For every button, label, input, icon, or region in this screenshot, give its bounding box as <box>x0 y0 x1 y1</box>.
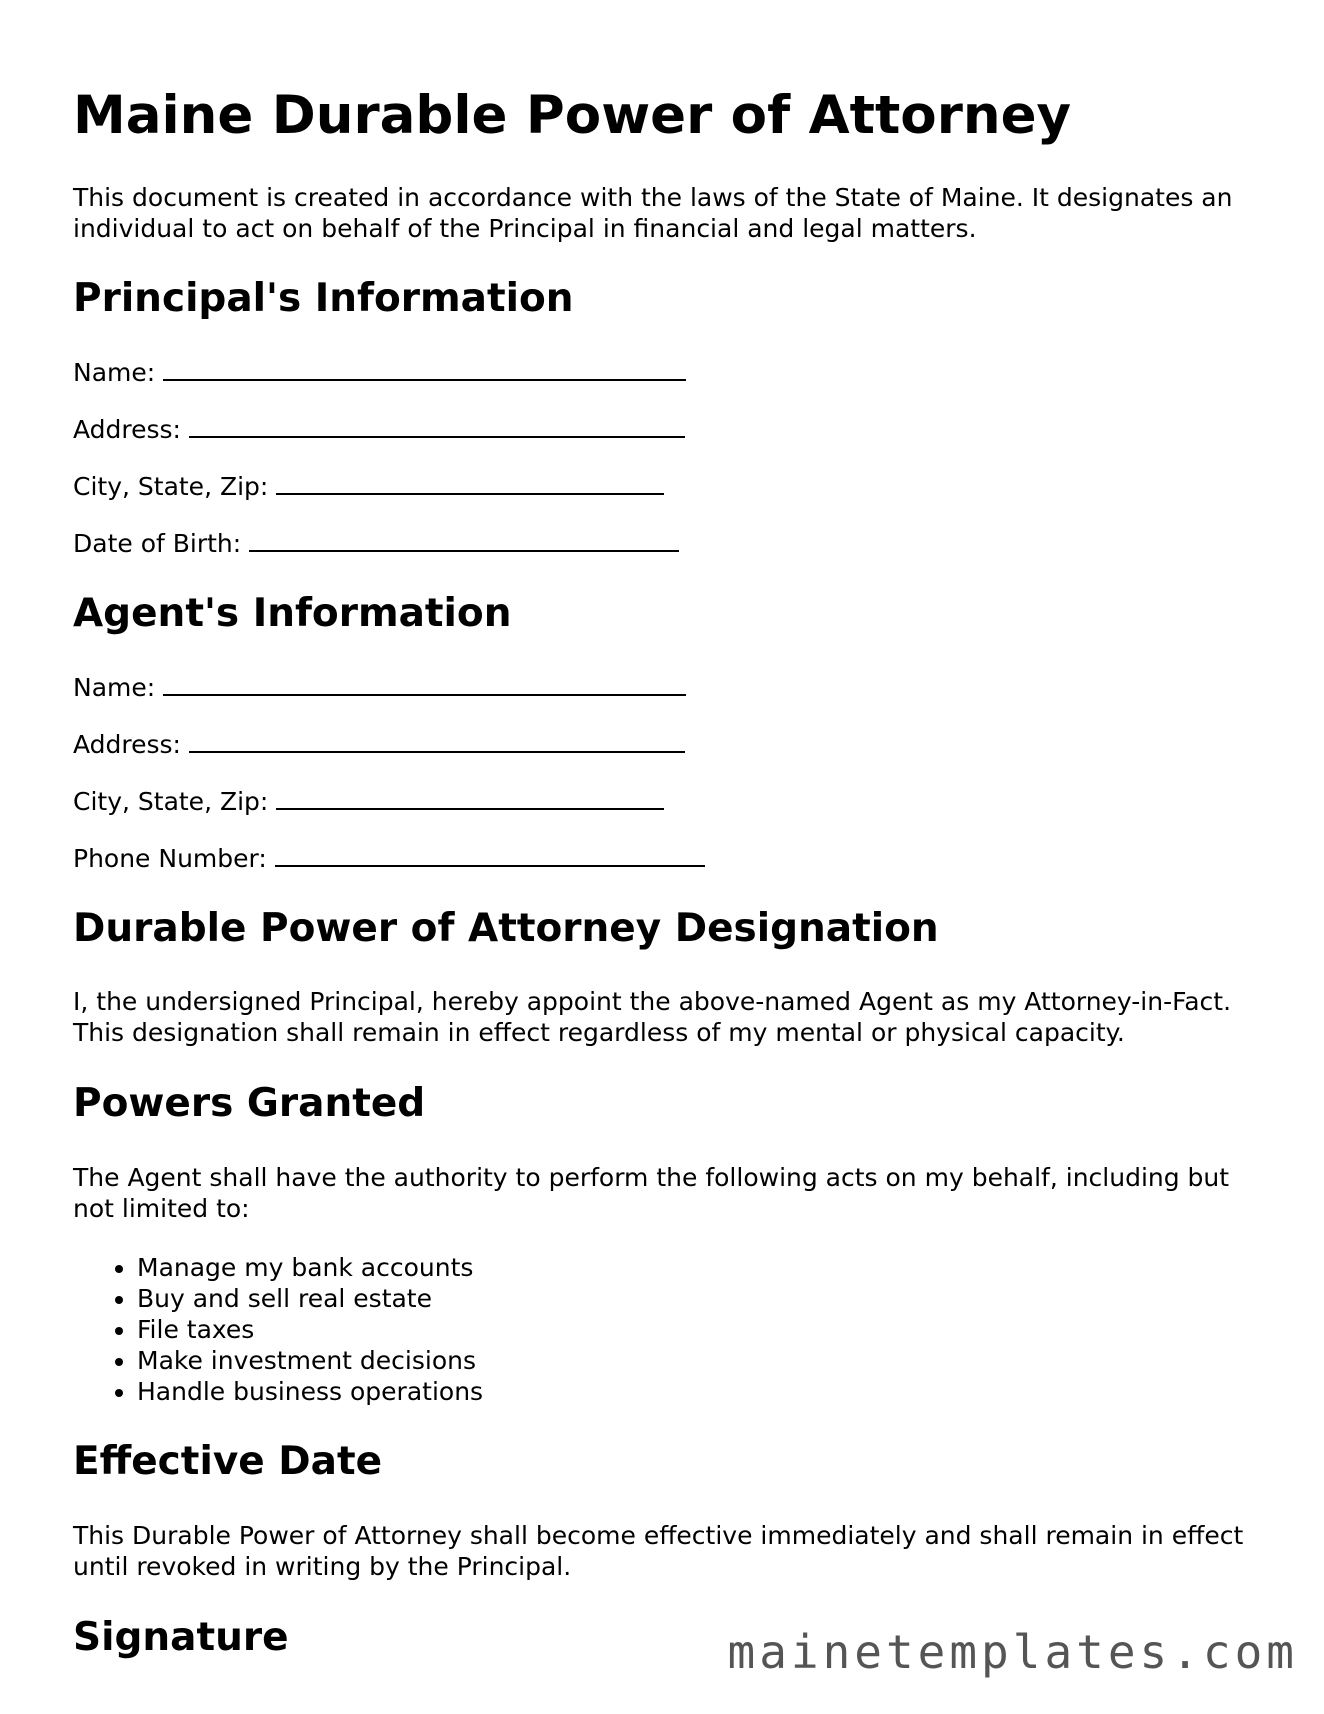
principal-dob-line[interactable] <box>249 528 679 552</box>
agent-name-label: Name: <box>73 672 156 702</box>
powers-list <box>73 1252 1263 1407</box>
agent-name-field[interactable] <box>73 672 1263 703</box>
effective-heading: Effective Date <box>73 1439 383 1485</box>
designation-heading: Durable Power of Attorney Designation <box>73 905 939 951</box>
principal-heading: Principal's Information <box>73 275 574 321</box>
agent-address-label: Address: <box>73 729 181 759</box>
principal-city-field[interactable] <box>73 471 1263 502</box>
principal-city-line[interactable] <box>276 471 664 495</box>
agent-city-line[interactable] <box>276 786 664 810</box>
list-item: • File taxes <box>137 1314 1263 1345</box>
agent-phone-line[interactable] <box>275 843 705 867</box>
principal-dob-field[interactable] <box>73 528 1263 559</box>
agent-address-field[interactable] <box>73 729 1263 760</box>
signature-heading: Signature <box>73 1615 289 1661</box>
intro-paragraph: This document is created in accordance with the laws of the State of Maine. It designates an individual to act on behalf of the Principal in financial and legal matters. <box>73 182 1233 243</box>
effective-paragraph: This Durable Power of Attorney shall become effective immediately and shall remain in effect until revoked in writing by the Principal. <box>73 1521 1244 1582</box>
powers-heading: Powers Granted <box>73 1081 426 1127</box>
agent-name-line[interactable] <box>163 672 686 696</box>
principal-address-field[interactable] <box>73 414 1263 445</box>
document-page <box>73 86 1263 1661</box>
list-item: • Manage my bank accounts <box>137 1252 1263 1283</box>
principal-name-label: Name: <box>73 357 156 387</box>
document-title: Maine Durable Power of Attorney <box>73 85 1072 146</box>
agent-city-field[interactable] <box>73 786 1263 817</box>
designation-paragraph: I, the undersigned Principal, hereby appoint the above-named Agent as my Attorney-in-Fact. This designation shall remain in effect regardless of my mental or physical capacity. <box>73 987 1232 1048</box>
principal-address-label: Address: <box>73 414 181 444</box>
principal-dob-label: Date of Birth: <box>73 528 242 558</box>
agent-phone-field[interactable] <box>73 843 1263 874</box>
agent-city-label: City, State, Zip: <box>73 786 269 816</box>
agent-address-line[interactable] <box>189 729 685 753</box>
list-item: • Buy and sell real estate <box>137 1283 1263 1314</box>
list-item: • Handle business operations <box>137 1376 1263 1407</box>
principal-city-label: City, State, Zip: <box>73 471 269 501</box>
principal-address-line[interactable] <box>189 414 685 438</box>
agent-heading: Agent's Information <box>73 590 512 636</box>
principal-name-line[interactable] <box>163 357 686 381</box>
agent-phone-label: Phone Number: <box>73 843 267 873</box>
watermark: mainetemplates.com <box>727 1625 1298 1679</box>
list-item: • Make investment decisions <box>137 1345 1263 1376</box>
principal-name-field[interactable] <box>73 357 1263 388</box>
powers-paragraph: The Agent shall have the authority to perform the following acts on my behalf, including but not limited to: <box>73 1163 1230 1224</box>
